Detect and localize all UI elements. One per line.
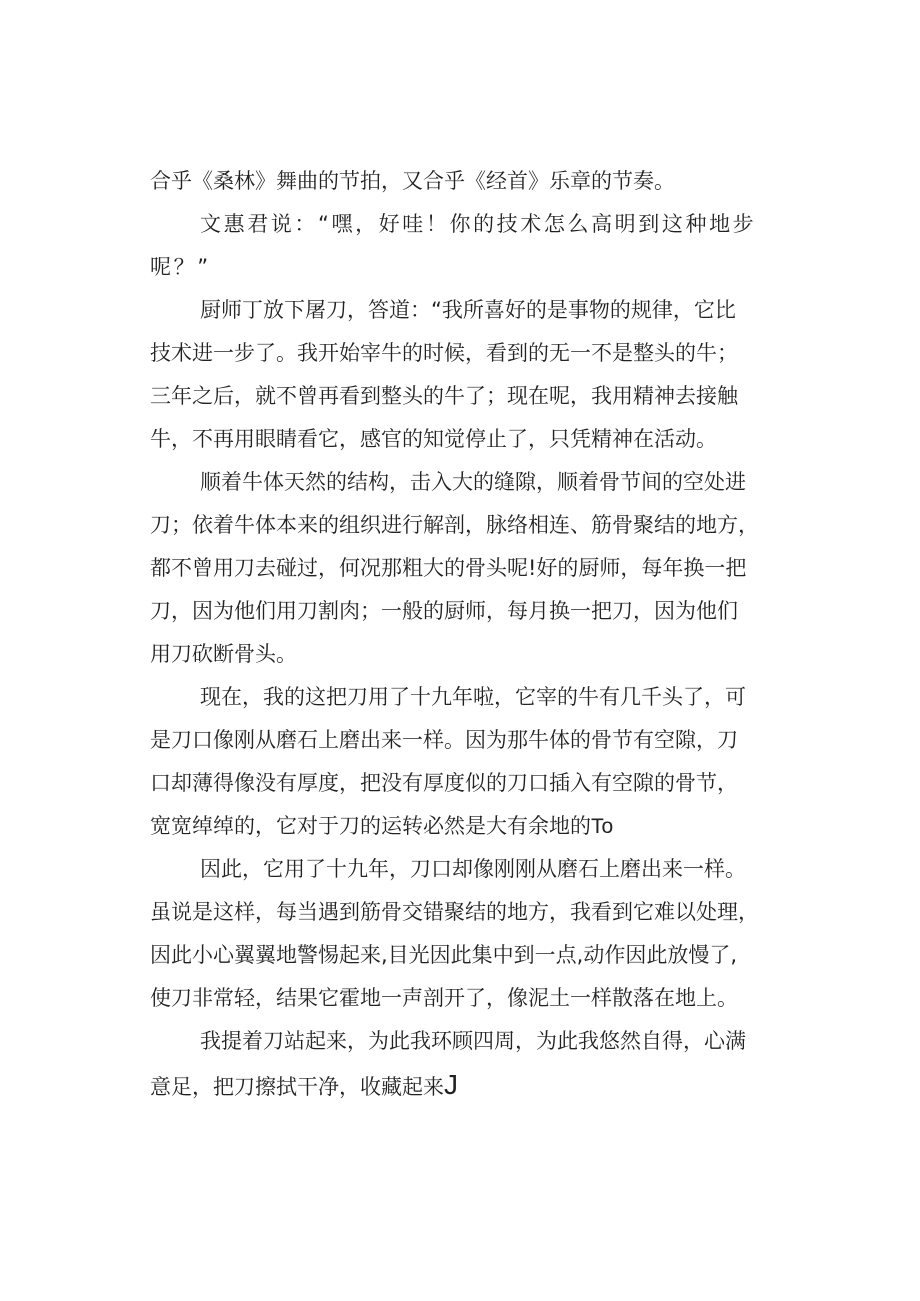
paragraph-line: 技术进一步了。我开始宰牛的时候，看到的无一不是整头的牛； [150,341,738,365]
paragraph-line: 三年之后，就不曾再看到整头的牛了；现在呢，我用精神去接触 [150,384,738,408]
paragraph-line: 厨师丁放下屠刀，答道：“我所喜好的是事物的规律，它比 [200,298,736,322]
ocr-artifact-text: J [444,1069,458,1100]
paragraph-line: 因此，它用了十九年，刀口却像刚刚从磨石上磨出来一样。 [200,857,746,881]
paragraph-text: 宽宽绰绰的，它对于刀的运转必然是大有余地的 [150,814,591,838]
paragraph-line: 是刀口像刚从磨石上磨出来一样。因为那牛体的骨节有空隙，刀 [150,728,738,752]
paragraph-line: 牛，不再用眼睛看它，感官的知觉停止了，只凭精神在活动。 [150,427,717,451]
paragraph-line: 使刀非常轻，结果它霍地一声剖开了，像泥土一样散落在地上。 [150,986,738,1010]
paragraph-line: 呢？” [150,255,211,279]
paragraph-line: 用刀砍断骨头。 [150,642,297,666]
paragraph-line: 虽说是这样，每当遇到筋骨交错聚结的地方，我看到它难以处理， [150,900,759,924]
ocr-artifact-text: To [591,815,614,838]
document-body [150,160,820,1106]
paragraph-line [150,1063,820,1106]
paragraph-line: 我提着刀站起来，为此我环顾四周，为此我悠然自得，心满 [200,1029,746,1053]
paragraph-line: 都不曾用刀去碰过，何况那粗大的骨头呢!好的厨师，每年换一把 [150,556,747,580]
paragraph-line: 顺着牛体天然的结构，击入大的缝隙，顺着骨节间的空处进 [200,470,746,494]
paragraph-line: 文惠君说：“嘿，好哇！你的技术怎么高明到这种地步 [200,212,757,236]
paragraph-line: 现在，我的这把刀用了十九年啦，它宰的牛有几千头了，可 [200,685,746,709]
paragraph-line: 刀；依着牛体本来的组织进行解剖，脉络相连、筋骨聚结的地方， [150,513,759,537]
paragraph-line: 口却薄得像没有厚度，把没有厚度似的刀口插入有空隙的骨节， [150,771,738,795]
paragraph-text: 意足，把刀擦拭干净，收藏起来 [150,1075,444,1099]
paragraph-line: 因此小心翼翼地警惕起来,目光因此集中到一点,动作因此放慢了, [150,943,738,967]
paragraph-line: 合乎《桑林》舞曲的节拍，又合乎《经首》乐章的节奏。 [150,169,675,193]
paragraph-line [150,805,820,848]
paragraph-line: 刀，因为他们用刀割肉；一般的厨师，每月换一把刀，因为他们 [150,599,738,623]
